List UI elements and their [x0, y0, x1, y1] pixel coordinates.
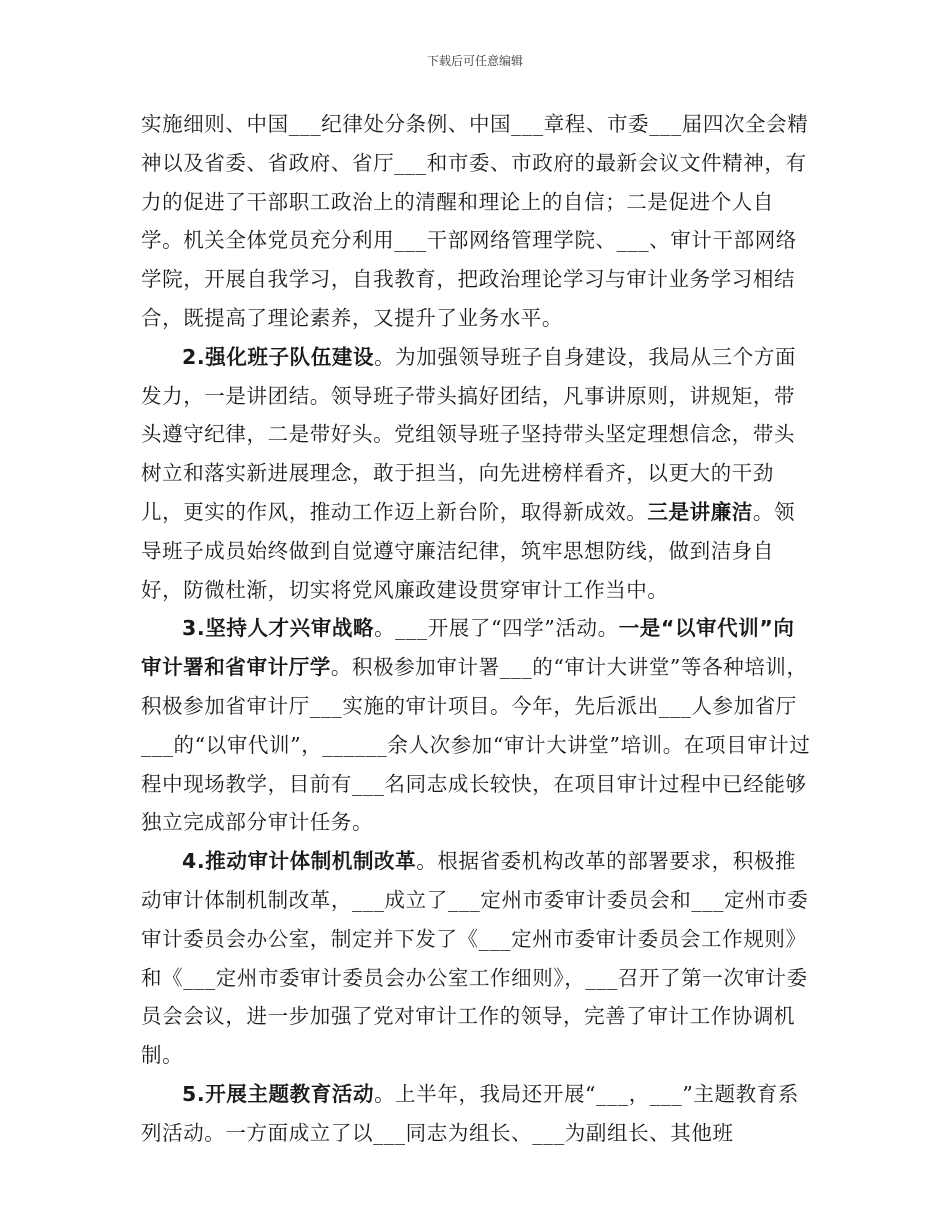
paragraph-heading: 2.强化班子队伍建设	[182, 344, 375, 369]
paragraph-1	[141, 105, 811, 338]
paragraph-3	[141, 609, 811, 842]
paragraph-text: 。根据省委机构改革的部署要求，积极推动审计体制机制改革，___成立了___定州市委审计委员会和___定州市委审计委员会办公室，制定并下发了《___定州市委审计委员会工作规则》和《___定州市委审计委员会办公室工作细则》，___召开了第一次审计委员会会议，进一步加强了党对审计工作的领导，完善了审计工作协调机制。	[141, 849, 809, 1068]
paragraph-text: 。为加强领导班子自身建设，我局从三个方面发力，一是讲团结。领导班子带头搞好团结，凡事讲原则，讲规矩，带头遵守纪律，二是带好头。党组领导班子坚持带头坚定理想信念，带头树立和落实新进展理念，敢于担当，向先进榜样看齐，以更大的干劲儿，更实的作风，推动工作迈上新台阶，取得新成效。	[141, 344, 797, 524]
page-header: 下载后可任意编辑	[426, 54, 523, 68]
paragraph-emphasis: 三是讲廉洁	[647, 499, 753, 524]
paragraph-5	[141, 1075, 811, 1153]
paragraph-4	[141, 842, 811, 1075]
paragraph-heading: 3.坚持人才兴审战略	[182, 616, 375, 641]
paragraph-emphasis: 一是“以审代训”向审计署和省审计厅学	[141, 616, 795, 680]
paragraph-text: 实施细则、中国___纪律处分条例、中国___章程、市委___届四次全会精神以及省委、省政府、省厅___和市委、市政府的最新会议文件精神，有力的促进了干部职工政治上的清醒和理论上的自信；二是促进个人自学。机关全体党员充分利用___干部网络管理学院、___、审计干部网络学院，开展自我学习，自我教育，把政治理论学习与审计业务学习相结合，既提高了理论素养，又提升了业务水平。	[141, 112, 809, 330]
paragraph-text: 。上半年，我局还开展“___，___”主题教育系列活动。一方面成立了以___同志为组长、___为副组长、其他班	[141, 1081, 799, 1145]
paragraph-heading: 5.开展主题教育活动	[182, 1081, 375, 1106]
document-body	[141, 105, 811, 1153]
paragraph-text: 。___开展了“四学”活动。	[374, 616, 619, 641]
paragraph-2	[141, 338, 811, 610]
paragraph-heading: 4.推动审计体制机制改革	[182, 849, 417, 874]
paragraph-text-continued: 。积极参加审计署___的“审计大讲堂”等各种培训，积极参加省审计厅___实施的审计项目。今年，先后派出___人参加省厅___的“以审代训”，______余人次参加“审计大讲堂”培训。在项目审计过程中现场教学，目前有___名同志成长较快，在项目审计过程中已经能够独立完成部分审计任务。	[141, 655, 811, 835]
paragraph-text-continued: 。领导班子成员始终做到自觉遵守廉洁纪律，筑牢思想防线，做到洁身自好，防微杜渐，切实将党风廉政建设贯穿审计工作当中。	[141, 499, 796, 602]
